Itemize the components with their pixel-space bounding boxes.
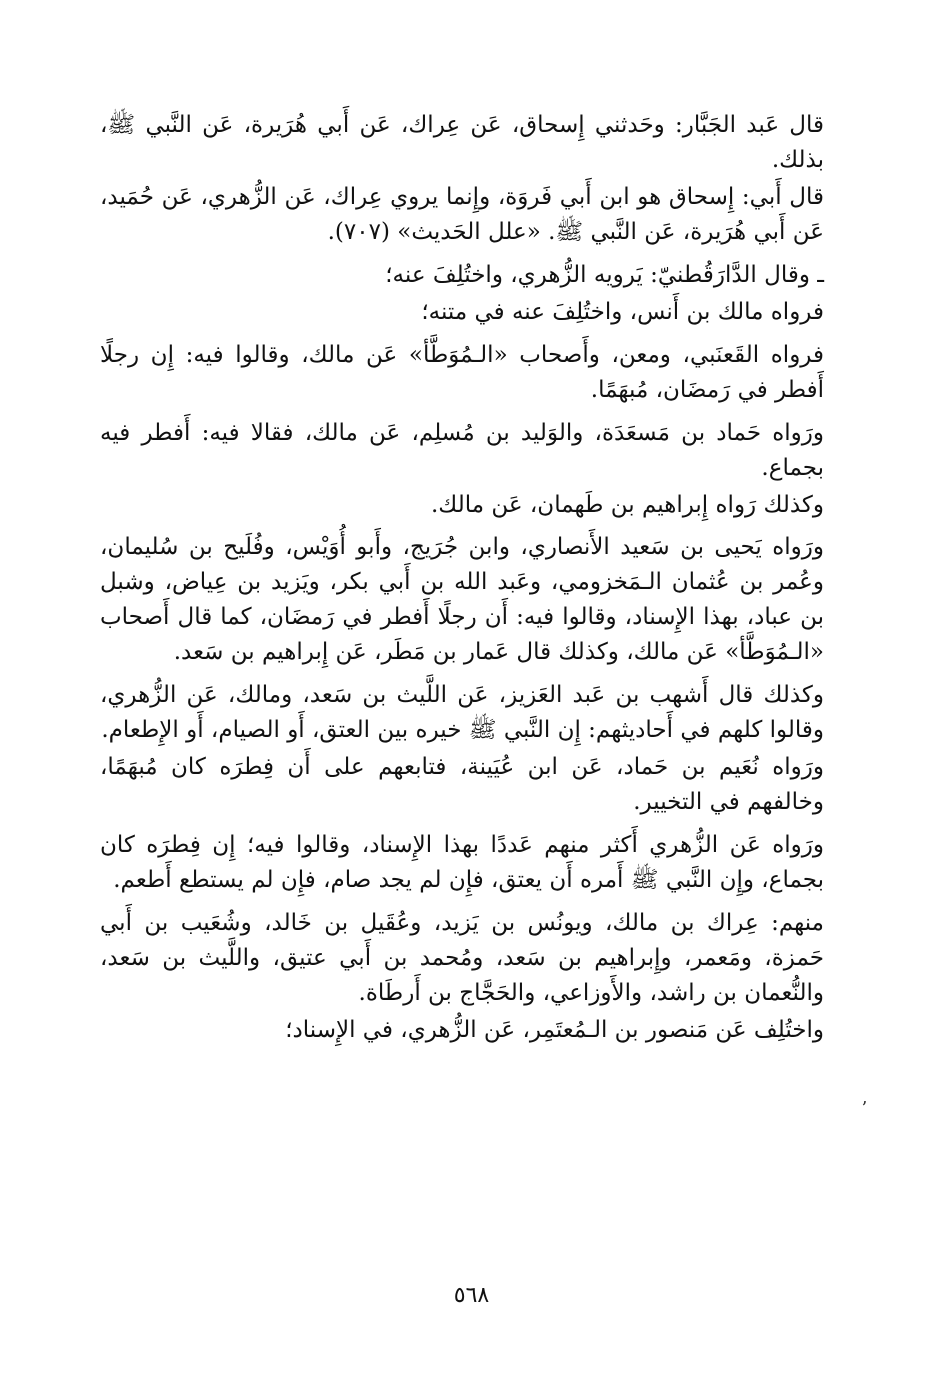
paragraph: ورَواه نُعَيم بن حَماد، عَن ابن عُيَينة، فتابعهم على أَن فِطرَه كان مُبهَمًا، وخالفهم في التخيير. bbox=[100, 754, 824, 816]
paragraph: ـ وقال الدَّارَقُطنيّ: يَرويه الزُّهري، واختُلِفَ عنه؛ bbox=[385, 261, 824, 288]
paragraph: ورَواه يَحيى بن سَعيد الأَنصاري، وابن جُرَيج، وأَبو أُوَيْس، وفُلَيح بن سُليمان، وعُمر بن عُثمان الـمَخزومي، وعَبد الله بن أَبي بكر، ويَزيد بن عِياض، وشبل بن عباد، بهذا الإِسناد، وقالوا فيه: أَن رجلًا أَفطر في رَمضَان، كما قال أَصحاب «الـمُوَطَّأ» عَن مالك، وكذلك قال عَمار بن مَطَر، عَن إِبراهيم بن سَعد. bbox=[100, 534, 824, 666]
paragraph: قال عَبد الجَبَّار: وحَدثني إِسحاق، عَن عِراك، عَن أَبي هُرَيرة، عَن النَّبي ﷺ، بذلك. bbox=[100, 112, 824, 173]
paragraph: قال أَبي: إِسحاق هو ابن أَبي فَروَة، وإِنما يروي عِراك، عَن الزُّهري، عَن حُمَيد، عَن أَبي هُرَيرة، عَن النَّبي ﷺ. «علل الحَديث» (٧٠٧). bbox=[100, 183, 824, 245]
margin-mark: ʼ bbox=[861, 1098, 867, 1119]
paragraph: فرواه مالك بن أَنس، واختُلِفَ عنه في متنه؛ bbox=[421, 298, 824, 325]
paragraph: وكذلك قال أَشهب بن عَبد العَزيز، عَن اللَّيث بن سَعد، ومالك، عَن الزُّهري، وقالوا كلهم في أَحاديثهم: إِن النَّبي ﷺ خيره بين العتق، أَو الصيام، أَو الإِطعام. bbox=[100, 682, 824, 744]
paragraph: منهم: عِراك بن مالك، ويونُس بن يَزيد، وعُقَيل بن خَالد، وشُعَيب بن أَبي حَمزة، ومَعمر، وإِبراهيم بن سَعد، ومُحمد بن أَبي عتيق، واللَّيث بن سَعد، والنُّعمان بن راشد، والأَوزاعي، والحَجَّاج بن أَرطَاة. bbox=[100, 910, 824, 1006]
body-text bbox=[100, 108, 838, 1056]
page-number: ٥٦٨ bbox=[453, 1283, 490, 1308]
paragraph: واختُلِف عَن مَنصور بن الـمُعتَمِر، عَن الزُّهري، في الإِسناد؛ bbox=[285, 1016, 824, 1043]
paragraph: ورَواه عَن الزُّهري أَكثر منهم عَددًا بهذا الإِسناد، وقالوا فيه؛ إِن فِطرَه كان بجماع، وإِن النَّبي ﷺ أَمره أَن يعتق، فإِن لم يجد صام، فإِن لم يستطع أَطعم. bbox=[100, 832, 824, 894]
paragraph: فرواه القَعنَبي، ومعن، وأَصحاب «الـمُوَطَّأ» عَن مالك، وقالوا فيه: إِن رجلًا أَفطر في رَمضَان، مُبهَمًا. bbox=[100, 341, 824, 403]
paragraph: ورَواه حَماد بن مَسعَدَة، والوَليد بن مُسلِم، عَن مالك، فقالا فيه: أَفطر فيه بجماع. bbox=[100, 419, 824, 481]
paragraph: وكذلك رَواه إِبراهيم بن طَهمان، عَن مالك. bbox=[431, 491, 824, 518]
